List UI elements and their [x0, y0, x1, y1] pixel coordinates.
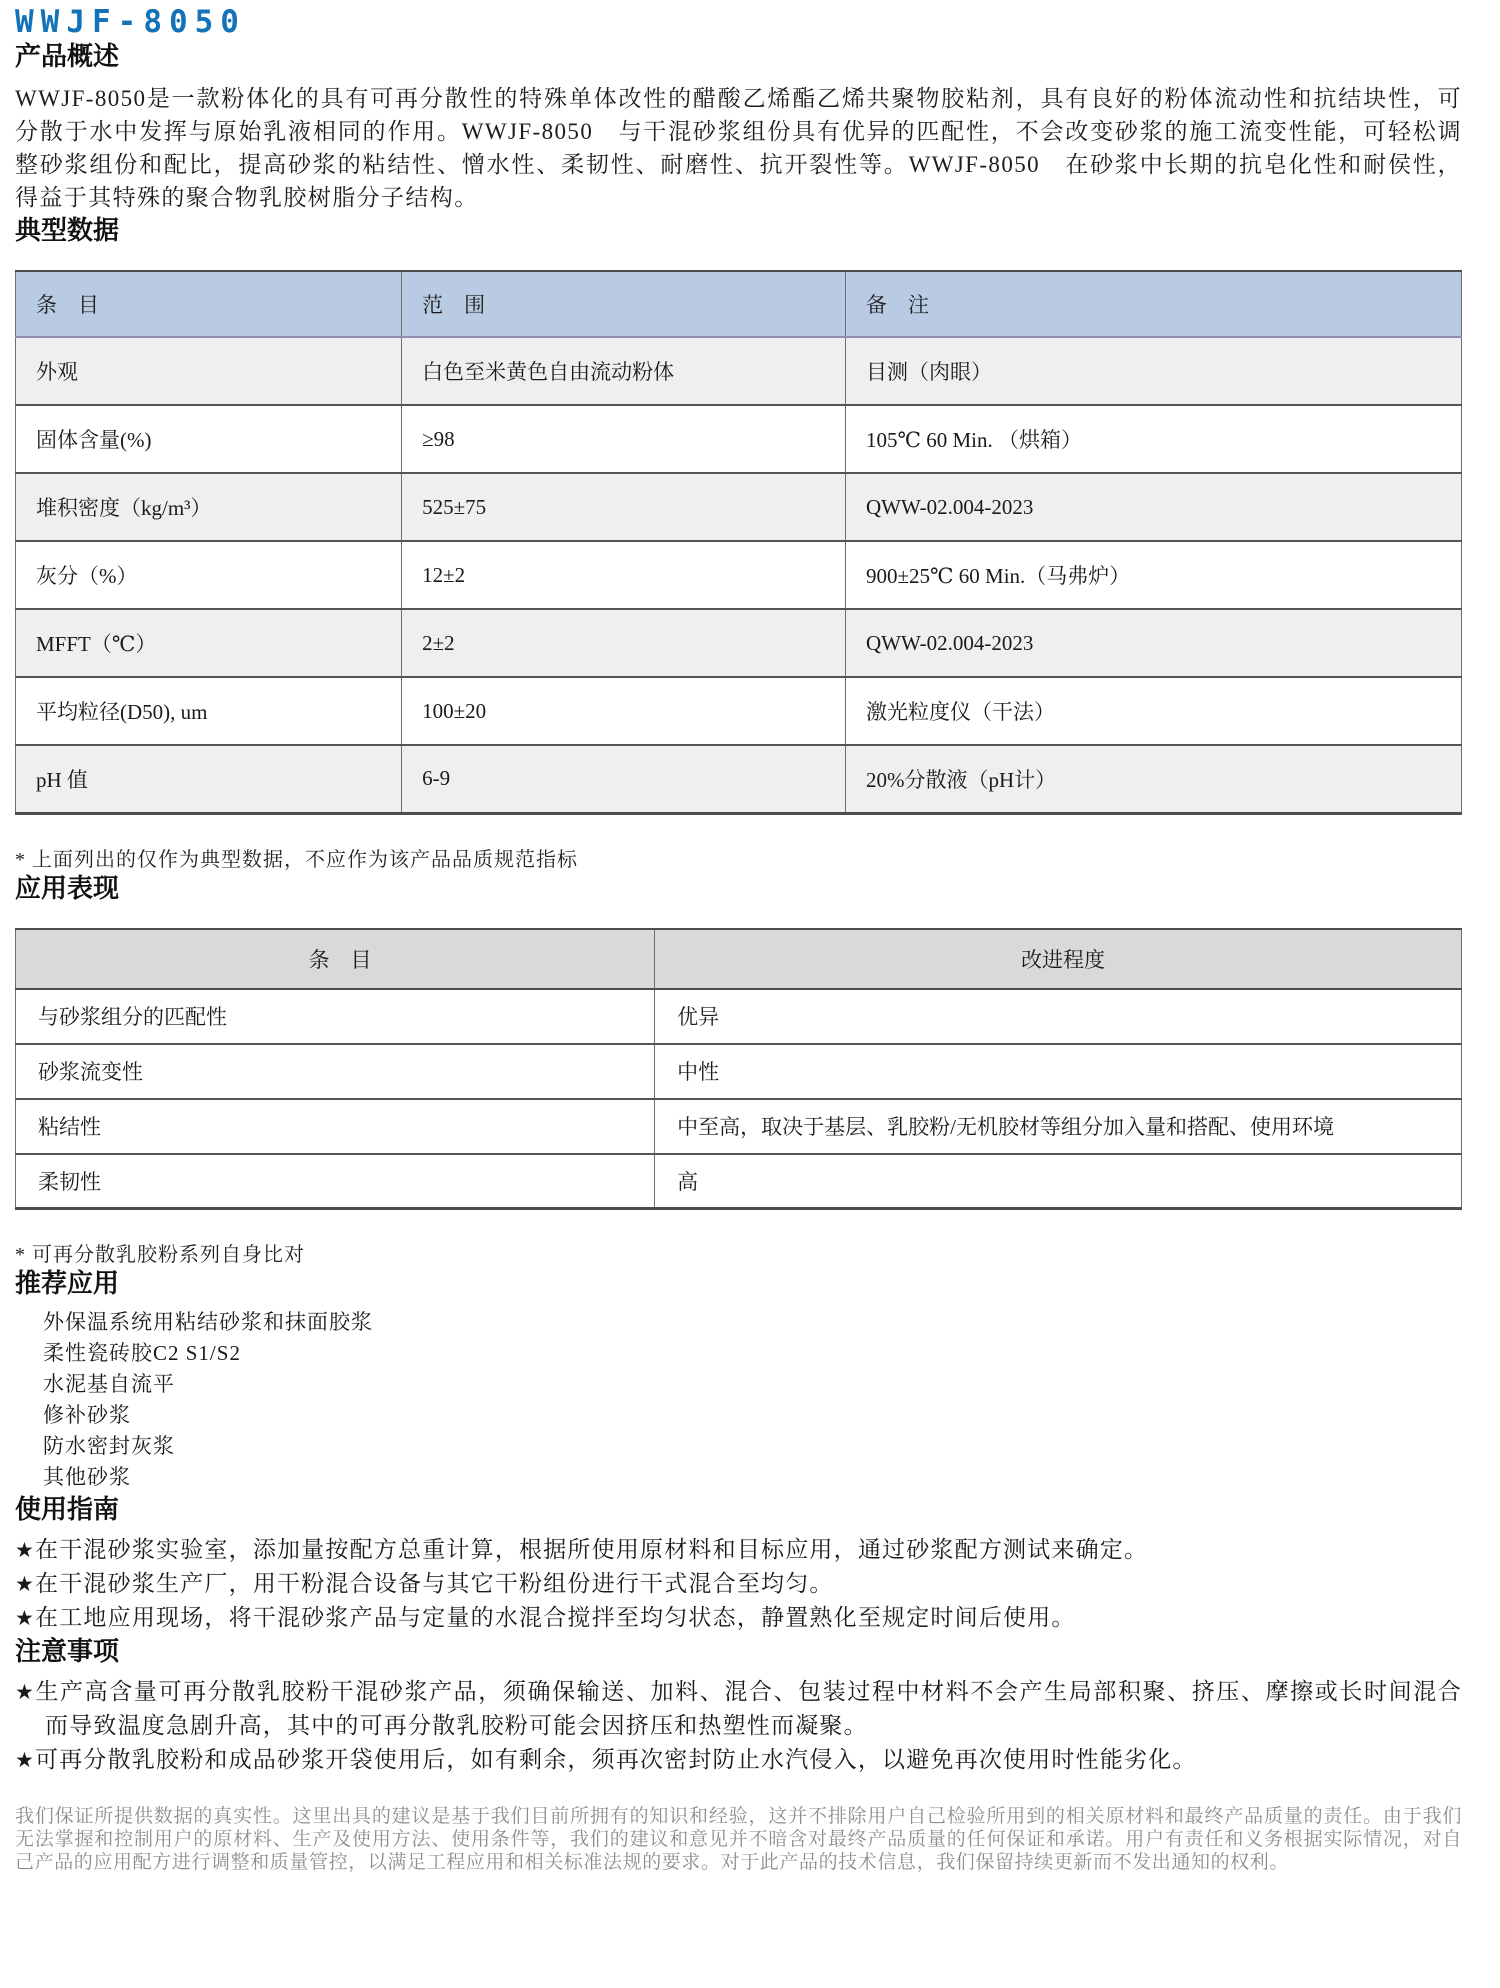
list-item: 其他砂浆 — [43, 1465, 131, 1489]
precaution-item-text: 可再分散乳胶粉和成品砂浆开袋使用后，如有剩余，须再次密封防止水汽侵入，以避免再次使用时性能劣化。 — [35, 1747, 1197, 1772]
table-cell: 平均粒径(D50), um — [16, 677, 402, 745]
precautions-heading: 注意事项 — [15, 1636, 120, 1666]
usage-item-text: 在工地应用现场，将干混砂浆产品与定量的水混合搅拌至均匀状态，静置熟化至规定时间后使用。 — [35, 1605, 1076, 1630]
usage-item — [15, 1533, 1462, 1567]
overview-paragraph: WWJF-8050是一款粉体化的具有可再分散性的特殊单体改性的醋酸乙烯酯乙烯共聚物胶粘剂，具有良好的粉体流动性和抗结块性，可分散于水中发挥与原始乳液相同的作用。WWJF-8050 与干混砂浆组份具有优异的匹配性，不会改变砂浆的施工流变性能，可轻松调整砂浆组份和配比，提高砂浆的粘结性、憎水性、柔韧性、耐磨性、抗开裂性等。WWJF-8050 在砂浆中长期的抗皂化性和耐侯性，得益于其特殊的聚合物乳胶树脂分子结构。 — [15, 86, 1462, 210]
table-cell: MFFT（℃） — [16, 609, 402, 677]
table-cell: 柔韧性 — [16, 1154, 655, 1209]
recommended-heading: 推荐应用 — [15, 1268, 120, 1298]
precaution-item — [15, 1743, 1462, 1777]
disclaimer-text: 我们保证所提供数据的真实性。这里出具的建议是基于我们目前所拥有的知识和经验，这并不排除用户自己检验所用到的相关原材料和最终产品质量的责任。由于我们无法掌握和控制用户的原材料、生产及使用方法、使用条件等，我们的建议和意见并不暗含对最终产品质量的任何保证和承诺。用户有责任和义务根据实际情况，对自己产品的应用配方进行调整和质量管控，以满足工程应用和相关标准法规的要求。对于此产品的技术信息，我们保留持续更新而不发出通知的权利。 — [15, 1806, 1462, 1873]
table-cell: 目测（肉眼） — [846, 337, 1462, 405]
application-note: * 可再分散乳胶粉系列自身比对 — [15, 1244, 305, 1266]
list-item: 柔性瓷砖胶C2 S1/S2 — [43, 1341, 241, 1365]
table-cell: 12±2 — [402, 541, 846, 609]
table-row — [16, 989, 1462, 1044]
table-cell: QWW-02.004-2023 — [846, 473, 1462, 541]
usage-heading: 使用指南 — [15, 1494, 120, 1524]
overview-heading: 产品概述 — [15, 41, 120, 71]
column-header-remark: 备 注 — [846, 271, 1462, 337]
table-row — [16, 745, 1462, 813]
table-row — [16, 1044, 1462, 1099]
precaution-item-text: 生产高含量可再分散乳胶粉干混砂浆产品，须确保输送、加料、混合、包装过程中材料不会产生局部积聚、挤压、摩擦或长时间混合而导致温度急剧升高，其中的可再分散乳胶粉可能会因挤压和热塑性而凝聚。 — [35, 1679, 1462, 1738]
table-cell: 灰分（%） — [16, 541, 402, 609]
page-title: WWJF-8050 — [15, 4, 246, 40]
list-item: 修补砂浆 — [43, 1403, 131, 1427]
table-row — [16, 541, 1462, 609]
table-cell: 105℃ 60 Min. （烘箱） — [846, 405, 1462, 473]
typical-data-heading: 典型数据 — [15, 215, 120, 245]
precaution-item — [15, 1675, 1462, 1743]
table-cell: 6-9 — [402, 745, 846, 813]
typical-data-table — [15, 270, 1462, 815]
star-bullet-icon: ★ — [15, 1538, 36, 1562]
column-header-improvement: 改进程度 — [655, 929, 1462, 989]
column-header-range: 范 围 — [402, 271, 846, 337]
table-cell: 优异 — [655, 989, 1462, 1044]
table-row — [16, 1154, 1462, 1209]
star-bullet-icon: ★ — [15, 1606, 36, 1630]
usage-list — [15, 1533, 1462, 1635]
table-cell: ≥98 — [402, 405, 846, 473]
table-row — [16, 1099, 1462, 1154]
table-row — [16, 609, 1462, 677]
table-row — [16, 473, 1462, 541]
list-item: 防水密封灰浆 — [43, 1434, 175, 1458]
list-item: 外保温系统用粘结砂浆和抹面胶浆 — [43, 1310, 373, 1334]
usage-item — [15, 1567, 1462, 1601]
star-bullet-icon: ★ — [15, 1680, 36, 1704]
table-cell: QWW-02.004-2023 — [846, 609, 1462, 677]
table-cell: 白色至米黄色自由流动粉体 — [402, 337, 846, 405]
table-cell: 高 — [655, 1154, 1462, 1209]
table-cell: 砂浆流变性 — [16, 1044, 655, 1099]
table-row — [16, 405, 1462, 473]
table-cell: 堆积密度（kg/m³） — [16, 473, 402, 541]
usage-item — [15, 1601, 1462, 1635]
table-cell: 激光粒度仪（干法） — [846, 677, 1462, 745]
table-cell: 900±25℃ 60 Min.（马弗炉） — [846, 541, 1462, 609]
precautions-list — [15, 1675, 1462, 1777]
table-row — [16, 677, 1462, 745]
table-row — [16, 337, 1462, 405]
column-header-item: 条 目 — [16, 271, 402, 337]
table-cell: 525±75 — [402, 473, 846, 541]
column-header-item: 条 目 — [16, 929, 655, 989]
table-cell: 中性 — [655, 1044, 1462, 1099]
usage-item-text: 在干混砂浆生产厂，用干粉混合设备与其它干粉组份进行干式混合至均匀。 — [35, 1571, 834, 1596]
table-cell: 外观 — [16, 337, 402, 405]
table-cell: 100±20 — [402, 677, 846, 745]
application-table — [15, 928, 1462, 1211]
table-cell: 粘结性 — [16, 1099, 655, 1154]
table-cell: 20%分散液（pH计） — [846, 745, 1462, 813]
table-cell: 中至高，取决于基层、乳胶粉/无机胶材等组分加入量和搭配、使用环境 — [655, 1099, 1462, 1154]
typical-data-note: * 上面列出的仅作为典型数据，不应作为该产品品质规范指标 — [15, 848, 578, 871]
star-bullet-icon: ★ — [15, 1572, 36, 1596]
table-header-row — [16, 929, 1462, 989]
list-item: 水泥基自流平 — [43, 1372, 175, 1396]
usage-item-text: 在干混砂浆实验室，添加量按配方总重计算，根据所使用原材料和目标应用，通过砂浆配方测试来确定。 — [35, 1537, 1149, 1562]
table-cell: 2±2 — [402, 609, 846, 677]
document-body — [15, 0, 1462, 1874]
recommended-list — [15, 1307, 1462, 1493]
application-heading: 应用表现 — [15, 872, 120, 903]
table-cell: pH 值 — [16, 745, 402, 813]
table-cell: 固体含量(%) — [16, 405, 402, 473]
table-header-row — [16, 271, 1462, 337]
table-cell: 与砂浆组分的匹配性 — [16, 989, 655, 1044]
star-bullet-icon: ★ — [15, 1748, 36, 1772]
